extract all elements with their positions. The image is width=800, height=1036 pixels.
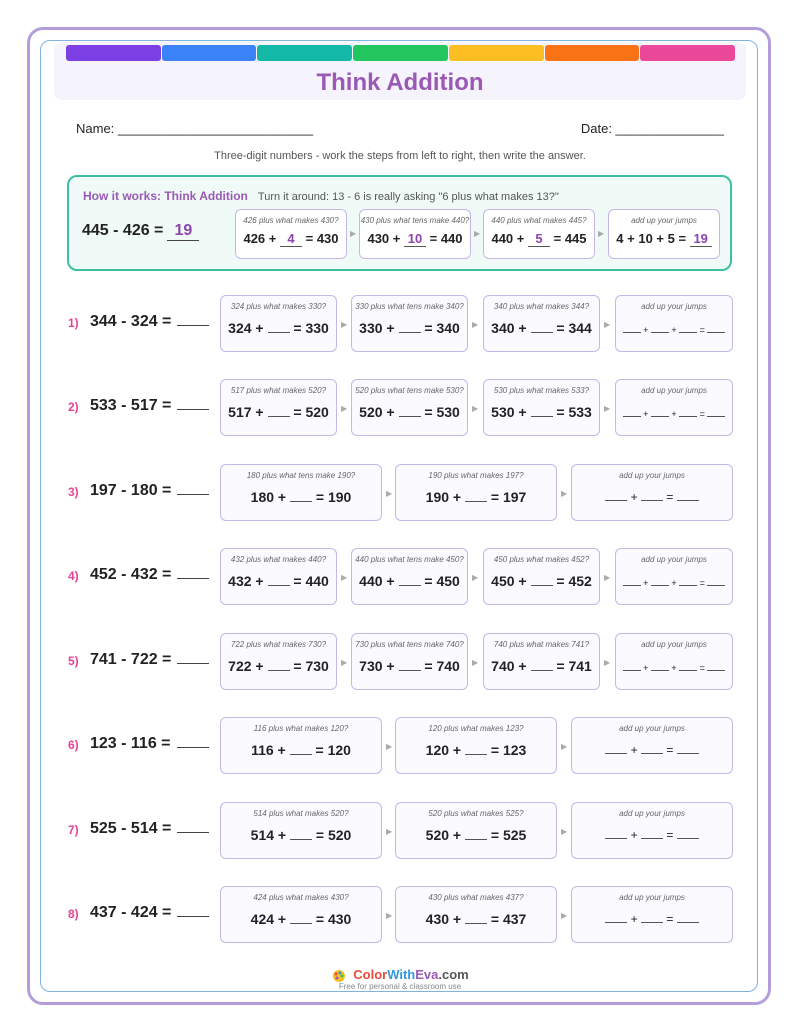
jump-blank[interactable]	[623, 323, 641, 333]
arrow-icon: ▶	[561, 827, 568, 836]
step-right: = 430	[315, 911, 352, 927]
step-right: = 730	[293, 658, 329, 674]
answer-blank[interactable]	[177, 663, 209, 664]
problem-text: 741 - 722 =	[90, 651, 172, 668]
step-box	[483, 295, 600, 352]
problem-text: 437 - 424 =	[90, 904, 172, 921]
step-box	[395, 464, 557, 521]
step-left: 120 +	[425, 742, 462, 758]
step-hint: 730 plus what tens make 740?	[355, 640, 464, 649]
step-blank[interactable]	[465, 911, 487, 924]
jump-blank[interactable]	[641, 490, 663, 501]
step-box	[351, 548, 468, 605]
jump-blank[interactable]	[651, 661, 669, 671]
arrow-icon: ▶	[561, 742, 568, 751]
step-left: 324 +	[228, 320, 264, 336]
step-left: 424 +	[250, 911, 287, 927]
step-blank[interactable]	[268, 658, 290, 671]
jumps-hint: add up your jumps	[619, 809, 685, 818]
step-equation	[221, 320, 336, 336]
problem-equation	[90, 482, 209, 500]
problem-row	[0, 631, 800, 691]
jumps-hint: add up your jumps	[619, 893, 685, 902]
step-left: 116 +	[251, 742, 286, 758]
step-left: 722 +	[228, 658, 264, 674]
problem-text: 344 - 324 =	[90, 313, 172, 330]
step-blank[interactable]	[399, 404, 421, 417]
step-blank[interactable]	[465, 827, 487, 840]
arrow-icon: ▶	[386, 827, 393, 836]
problem-number: 1)	[68, 316, 79, 330]
example-step-fill: 19	[690, 231, 712, 247]
step-equation	[352, 404, 467, 420]
jump-blank[interactable]	[679, 576, 697, 586]
step-box	[351, 295, 468, 352]
step-left: 514 +	[250, 827, 287, 843]
example-step-hint: 430 plus what tens make 440?	[360, 216, 470, 225]
example-subtitle: Turn it around: 13 - 6 is really asking "6 plus what makes 13?"	[257, 191, 559, 203]
footer-tagline: Free for personal & classroom use	[338, 981, 462, 991]
jump-blank[interactable]	[605, 912, 627, 923]
step-hint: 520 plus what makes 525?	[428, 809, 524, 818]
jumps-box	[615, 295, 733, 352]
step-blank[interactable]	[465, 742, 487, 755]
step-blank[interactable]	[531, 573, 553, 586]
example-answer: 19	[167, 222, 199, 241]
example-step-hint: 426 plus what makes 430?	[243, 216, 339, 225]
step-blank[interactable]	[290, 911, 312, 924]
problem-number: 5)	[68, 654, 79, 668]
jump-total-blank[interactable]	[707, 323, 725, 333]
step-left: 730 +	[359, 658, 395, 674]
step-blank[interactable]	[268, 573, 290, 586]
jumps-box	[571, 464, 733, 521]
step-left: 432 +	[228, 573, 264, 589]
step-hint: 517 plus what makes 520?	[230, 386, 327, 395]
footer	[0, 967, 800, 991]
problem-row	[0, 293, 800, 353]
step-equation	[484, 320, 599, 336]
step-left: 450 +	[491, 573, 527, 589]
arrow-icon: ▶	[598, 229, 605, 238]
step-equation	[396, 827, 556, 843]
jump-blank[interactable]	[651, 323, 669, 333]
step-left: 530 +	[491, 404, 527, 420]
step-hint: 722 plus what makes 730?	[230, 640, 327, 649]
step-hint: 530 plus what makes 533?	[493, 386, 590, 395]
jump-total-blank[interactable]	[677, 490, 699, 501]
step-equation	[484, 404, 599, 420]
step-box	[483, 379, 600, 436]
step-hint: 514 plus what makes 520?	[253, 809, 349, 818]
jumps-line: + =	[572, 743, 732, 757]
step-blank[interactable]	[290, 827, 312, 840]
jumps-line: + + =	[616, 576, 732, 588]
step-right: = 520	[315, 827, 352, 843]
step-equation	[396, 742, 556, 758]
step-left: 190 +	[425, 489, 462, 505]
jump-blank[interactable]	[651, 576, 669, 586]
step-blank[interactable]	[290, 489, 312, 502]
jump-blank[interactable]	[651, 407, 669, 417]
arrow-icon: ▶	[472, 658, 479, 667]
jumps-line: + + =	[616, 661, 732, 673]
step-box	[483, 548, 600, 605]
problem-number: 7)	[68, 823, 79, 837]
step-box	[220, 802, 382, 859]
jump-blank[interactable]	[641, 828, 663, 839]
step-hint: 440 plus what tens make 450?	[355, 555, 464, 564]
step-box	[395, 717, 557, 774]
step-right: = 437	[490, 911, 527, 927]
arrow-icon: ▶	[472, 320, 479, 329]
step-equation	[221, 658, 336, 674]
step-blank[interactable]	[290, 742, 312, 755]
jumps-line: + =	[572, 912, 732, 926]
step-equation	[221, 404, 336, 420]
color-stripe	[162, 45, 257, 61]
step-right: = 330	[293, 320, 329, 336]
step-box	[220, 464, 382, 521]
jump-total-blank[interactable]	[677, 828, 699, 839]
name-field[interactable]: Name: ___________________________	[76, 121, 314, 136]
jumps-box	[615, 379, 733, 436]
step-box	[395, 886, 557, 943]
palette-icon	[331, 969, 347, 983]
step-equation	[396, 911, 556, 927]
step-blank[interactable]	[531, 658, 553, 671]
step-box	[483, 633, 600, 690]
step-hint: 520 plus what tens make 530?	[355, 386, 464, 395]
problem-equation	[90, 313, 209, 331]
brand-logo[interactable]: ColorWithEva.com	[0, 967, 800, 983]
answer-blank[interactable]	[177, 916, 209, 917]
step-left: 740 +	[491, 658, 527, 674]
step-right: = 530	[424, 404, 460, 420]
jumps-box	[571, 717, 733, 774]
step-blank[interactable]	[531, 404, 553, 417]
step-box	[220, 379, 337, 436]
step-left: 520 +	[425, 827, 462, 843]
arrow-icon: ▶	[561, 489, 568, 498]
problem-number: 4)	[68, 569, 79, 583]
answer-blank[interactable]	[177, 409, 209, 410]
step-box	[220, 295, 337, 352]
answer-blank[interactable]	[177, 494, 209, 495]
step-left: 180 +	[250, 489, 287, 505]
arrow-icon: ▶	[561, 911, 568, 920]
problem-number: 8)	[68, 907, 79, 921]
problem-row	[0, 462, 800, 522]
step-hint: 180 plus what tens make 190?	[246, 471, 356, 480]
problem-number: 2)	[68, 400, 79, 414]
problem-equation	[90, 397, 209, 415]
arrow-icon: ▶	[604, 320, 611, 329]
problem-equation	[90, 904, 209, 922]
step-right: = 440	[293, 573, 329, 589]
step-right: = 190	[315, 489, 352, 505]
jump-total-blank[interactable]	[707, 661, 725, 671]
step-equation	[221, 489, 381, 505]
example-heading	[83, 189, 559, 203]
step-blank[interactable]	[531, 320, 553, 333]
problem-row	[0, 546, 800, 606]
answer-blank[interactable]	[177, 325, 209, 326]
problem-equation	[90, 651, 209, 669]
jumps-line: + =	[572, 828, 732, 842]
example-step-equation	[609, 231, 719, 247]
jump-blank[interactable]	[679, 323, 697, 333]
example-title: How it works: Think Addition	[83, 189, 248, 203]
example-step-right: = 440	[429, 231, 463, 246]
color-stripe	[640, 45, 735, 61]
jump-blank[interactable]	[641, 912, 663, 923]
problem-number: 6)	[68, 738, 79, 752]
example-step-box	[608, 209, 720, 259]
step-left: 520 +	[359, 404, 395, 420]
step-blank[interactable]	[268, 404, 290, 417]
example-step-left: 440 +	[491, 231, 525, 246]
arrow-icon: ▶	[474, 229, 481, 238]
jump-total-blank[interactable]	[707, 576, 725, 586]
arrow-icon: ▶	[386, 489, 393, 498]
jump-blank[interactable]	[679, 661, 697, 671]
problem-row	[0, 377, 800, 437]
arrow-icon: ▶	[386, 911, 393, 920]
step-right: = 450	[424, 573, 460, 589]
arrow-icon: ▶	[472, 404, 479, 413]
step-box	[351, 379, 468, 436]
example-step-equation	[236, 231, 346, 247]
jump-blank[interactable]	[605, 490, 627, 501]
color-stripe	[257, 45, 352, 61]
step-right: = 452	[556, 573, 592, 589]
problem-text: 452 - 432 =	[90, 566, 172, 583]
example-problem: 445 - 426 = 19	[82, 222, 199, 241]
jump-blank[interactable]	[679, 407, 697, 417]
example-step-equation	[360, 231, 470, 247]
problem-row	[0, 800, 800, 860]
step-hint: 120 plus what makes 123?	[428, 724, 524, 733]
problem-number: 3)	[68, 485, 79, 499]
step-equation	[396, 489, 556, 505]
jump-blank[interactable]	[605, 743, 627, 754]
jumps-hint: add up your jumps	[641, 302, 707, 311]
answer-blank[interactable]	[177, 747, 209, 748]
jumps-box	[615, 548, 733, 605]
answer-blank[interactable]	[177, 578, 209, 579]
jumps-box	[571, 802, 733, 859]
date-field[interactable]: Date: _______________	[580, 121, 724, 136]
jump-blank[interactable]	[623, 407, 641, 417]
step-box	[220, 717, 382, 774]
arrow-icon: ▶	[386, 742, 393, 751]
step-blank[interactable]	[399, 320, 421, 333]
step-equation	[352, 320, 467, 336]
arrow-icon: ▶	[341, 658, 348, 667]
step-equation	[484, 573, 599, 589]
step-right: = 344	[556, 320, 592, 336]
step-blank[interactable]	[268, 320, 290, 333]
step-right: = 525	[490, 827, 527, 843]
step-right: = 741	[556, 658, 592, 674]
jump-total-blank[interactable]	[677, 912, 699, 923]
step-left: 340 +	[491, 320, 527, 336]
step-right: = 340	[424, 320, 460, 336]
step-equation	[221, 573, 336, 589]
example-step-fill: 5	[528, 231, 550, 247]
problem-text: 123 - 116 =	[90, 735, 171, 752]
example-step-fill: 4	[280, 231, 302, 247]
color-stripe	[353, 45, 448, 61]
arrow-icon: ▶	[341, 573, 348, 582]
step-equation	[221, 827, 381, 843]
arrow-icon: ▶	[472, 573, 479, 582]
example-step-left: 426 +	[243, 231, 277, 246]
jumps-hint: add up your jumps	[619, 471, 685, 480]
answer-blank[interactable]	[177, 832, 209, 833]
step-right: = 520	[293, 404, 329, 420]
example-step-box	[483, 209, 595, 259]
example-step-fill: 10	[404, 231, 426, 247]
step-box	[220, 633, 337, 690]
step-hint: 116 plus what makes 120?	[253, 724, 349, 733]
step-right: = 533	[556, 404, 592, 420]
problem-text: 533 - 517 =	[90, 397, 172, 414]
step-right: = 120	[315, 742, 351, 758]
jump-total-blank[interactable]	[677, 743, 699, 754]
jump-blank[interactable]	[623, 576, 641, 586]
jumps-hint: add up your jumps	[619, 724, 685, 733]
example-step-right: = 445	[553, 231, 587, 246]
step-left: 517 +	[228, 404, 264, 420]
step-box	[220, 886, 382, 943]
jumps-line: + + =	[616, 407, 732, 419]
step-left: 430 +	[425, 911, 462, 927]
step-hint: 324 plus what makes 330?	[230, 302, 327, 311]
jump-blank[interactable]	[641, 743, 663, 754]
example-box	[67, 175, 732, 271]
jumps-hint: add up your jumps	[641, 640, 707, 649]
problem-text: 197 - 180 =	[90, 482, 172, 499]
step-box	[395, 802, 557, 859]
example-step-hint: add up your jumps	[631, 216, 697, 225]
color-stripe	[449, 45, 544, 61]
jumps-box	[571, 886, 733, 943]
step-right: = 197	[490, 489, 527, 505]
jumps-box	[615, 633, 733, 690]
step-left: 440 +	[359, 573, 395, 589]
step-equation	[221, 742, 381, 758]
step-blank[interactable]	[465, 489, 487, 502]
step-hint: 340 plus what makes 344?	[493, 302, 590, 311]
step-hint: 450 plus what makes 452?	[493, 555, 590, 564]
problem-text: 525 - 514 =	[90, 820, 172, 837]
step-right: = 123	[490, 742, 527, 758]
step-blank[interactable]	[399, 658, 421, 671]
example-step-equation	[484, 231, 594, 247]
step-hint: 432 plus what makes 440?	[230, 555, 327, 564]
color-stripes	[66, 45, 735, 61]
example-step-left: 4 + 10 + 5 =	[616, 231, 687, 246]
example-step-box	[235, 209, 347, 259]
step-hint: 740 plus what makes 741?	[493, 640, 590, 649]
step-hint: 190 plus what makes 197?	[428, 471, 524, 480]
problem-equation	[90, 735, 209, 753]
step-hint: 430 plus what makes 437?	[428, 893, 524, 902]
jumps-hint: add up your jumps	[641, 386, 707, 395]
step-equation	[484, 658, 599, 674]
problem-equation	[90, 820, 209, 838]
step-right: = 740	[424, 658, 460, 674]
step-equation	[221, 911, 381, 927]
jump-blank[interactable]	[623, 661, 641, 671]
instructions: Three-digit numbers - work the steps from left to right, then write the answer.	[214, 150, 586, 162]
page-title: Think Addition	[316, 69, 484, 96]
arrow-icon: ▶	[341, 404, 348, 413]
arrow-icon: ▶	[350, 229, 357, 238]
jump-blank[interactable]	[605, 828, 627, 839]
example-step-hint: 440 plus what makes 445?	[491, 216, 587, 225]
arrow-icon: ▶	[604, 573, 611, 582]
jumps-hint: add up your jumps	[641, 555, 707, 564]
step-blank[interactable]	[399, 573, 421, 586]
color-stripe	[545, 45, 640, 61]
problem-row	[0, 715, 800, 775]
arrow-icon: ▶	[604, 404, 611, 413]
step-hint: 330 plus what tens make 340?	[355, 302, 464, 311]
example-step-right: = 430	[305, 231, 339, 246]
example-step-box	[359, 209, 471, 259]
step-box	[220, 548, 337, 605]
problem-row	[0, 884, 800, 944]
jumps-line: + + =	[616, 323, 732, 335]
step-equation	[352, 658, 467, 674]
step-box	[351, 633, 468, 690]
jump-total-blank[interactable]	[707, 407, 725, 417]
step-equation	[352, 573, 467, 589]
example-step-left: 430 +	[367, 231, 401, 246]
step-hint: 424 plus what makes 430?	[253, 893, 349, 902]
color-stripe	[66, 45, 161, 61]
arrow-icon: ▶	[341, 320, 348, 329]
problem-equation	[90, 566, 209, 584]
step-left: 330 +	[359, 320, 395, 336]
arrow-icon: ▶	[604, 658, 611, 667]
jumps-line: + =	[572, 490, 732, 504]
